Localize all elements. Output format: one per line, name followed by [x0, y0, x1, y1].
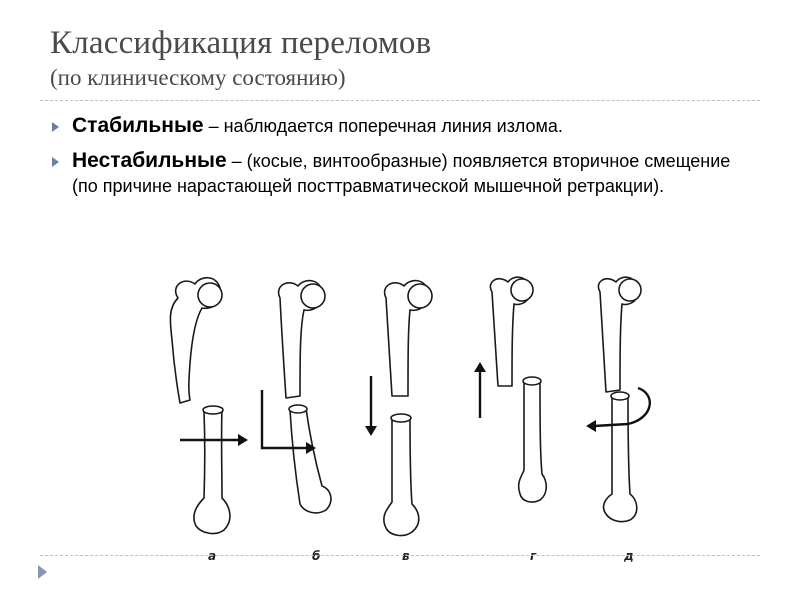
bullet-unstable — [48, 149, 758, 199]
bone-figure-a — [170, 278, 248, 534]
bone-figure-d — [474, 277, 546, 502]
slide-subtitle: (по клиническому состоянию) — [50, 65, 346, 90]
slide-title: Классификация переломов — [50, 25, 432, 61]
bullet-term: Нестабильные — [72, 149, 227, 172]
figure-label-b: б — [312, 549, 321, 563]
bullet-list — [48, 114, 758, 209]
top-divider — [40, 100, 760, 101]
fracture-illustration — [150, 268, 680, 553]
bone-figure-c — [365, 281, 432, 536]
bullet-marker-icon — [52, 157, 59, 167]
figure-label-e: д — [624, 549, 634, 563]
figure-label-d: г — [530, 549, 537, 563]
bullet-desc: – наблюдается поперечная линия излома. — [203, 116, 563, 136]
bone-figure-b — [262, 281, 331, 513]
bullet-term: Стабильные — [72, 114, 204, 137]
bullet-stable — [48, 114, 758, 139]
figure-label-a: а — [208, 549, 217, 563]
figure-label-c: в — [402, 549, 410, 563]
slide-nav-arrow-icon[interactable] — [38, 565, 47, 579]
bone-figure-e — [586, 277, 650, 521]
title-block — [50, 24, 431, 92]
bullet-desc: – (косые, винтообразные) появляется вторичное смещение (по причине нарастающей посттравматической мышечной ретракции). — [72, 151, 731, 196]
bullet-marker-icon — [52, 122, 59, 132]
bottom-divider — [40, 555, 760, 556]
